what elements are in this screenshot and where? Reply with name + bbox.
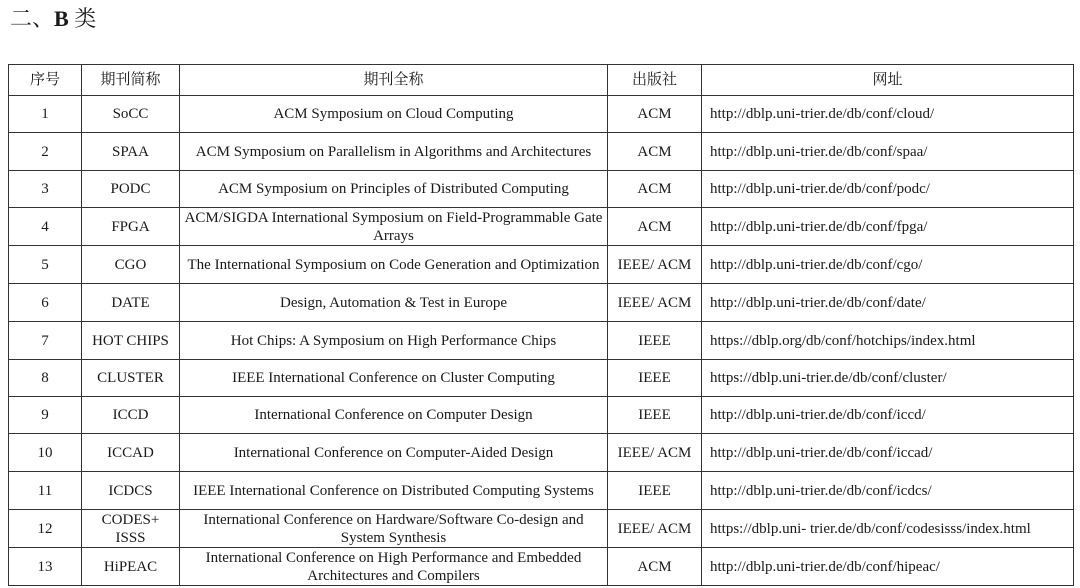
row-number: 12 bbox=[9, 510, 82, 548]
row-abbreviation: FPGA bbox=[82, 208, 180, 246]
row-abbreviation: CLUSTER bbox=[82, 360, 180, 397]
row-publisher: IEEE/ ACM bbox=[608, 434, 702, 472]
row-number: 2 bbox=[9, 133, 82, 171]
row-number: 3 bbox=[9, 171, 82, 208]
row-full-name: ACM Symposium on Cloud Computing bbox=[180, 96, 608, 133]
row-url[interactable]: http://dblp.uni-trier.de/db/conf/spaa/ bbox=[702, 133, 1074, 171]
header-publisher: 出版社 bbox=[608, 65, 702, 96]
row-url[interactable]: http://dblp.uni-trier.de/db/conf/icdcs/ bbox=[702, 472, 1074, 510]
row-full-name: International Conference on Computer Design bbox=[180, 397, 608, 434]
row-number: 4 bbox=[9, 208, 82, 246]
row-url[interactable]: http://dblp.uni-trier.de/db/conf/fpga/ bbox=[702, 208, 1074, 246]
row-full-name: ACM Symposium on Principles of Distributed Computing bbox=[180, 171, 608, 208]
row-number: 5 bbox=[9, 246, 82, 284]
table-row bbox=[9, 284, 1074, 322]
row-publisher: ACM bbox=[608, 171, 702, 208]
row-publisher: IEEE bbox=[608, 397, 702, 434]
table-row bbox=[9, 96, 1074, 133]
table-row bbox=[9, 434, 1074, 472]
table-row bbox=[9, 510, 1074, 548]
row-url[interactable]: http://dblp.uni-trier.de/db/conf/iccd/ bbox=[702, 397, 1074, 434]
row-url[interactable]: https://dblp.org/db/conf/hotchips/index.html bbox=[702, 322, 1074, 360]
row-url[interactable]: http://dblp.uni-trier.de/db/conf/cgo/ bbox=[702, 246, 1074, 284]
table-row bbox=[9, 397, 1074, 434]
row-abbreviation: HOT CHIPS bbox=[82, 322, 180, 360]
row-abbreviation: ICCD bbox=[82, 397, 180, 434]
row-abbreviation: SPAA bbox=[82, 133, 180, 171]
row-full-name: Design, Automation & Test in Europe bbox=[180, 284, 608, 322]
row-url[interactable]: http://dblp.uni-trier.de/db/conf/cloud/ bbox=[702, 96, 1074, 133]
row-publisher: ACM bbox=[608, 548, 702, 586]
row-publisher: IEEE bbox=[608, 360, 702, 397]
row-publisher: ACM bbox=[608, 133, 702, 171]
row-abbreviation: CGO bbox=[82, 246, 180, 284]
row-url[interactable]: https://dblp.uni-trier.de/db/conf/cluster/ bbox=[702, 360, 1074, 397]
row-url[interactable]: http://dblp.uni-trier.de/db/conf/date/ bbox=[702, 284, 1074, 322]
row-publisher: IEEE/ ACM bbox=[608, 246, 702, 284]
row-abbreviation: PODC bbox=[82, 171, 180, 208]
header-number: 序号 bbox=[9, 65, 82, 96]
row-abbreviation: CODES+ ISSS bbox=[82, 510, 180, 548]
row-url[interactable]: http://dblp.uni-trier.de/db/conf/podc/ bbox=[702, 171, 1074, 208]
row-publisher: IEEE/ ACM bbox=[608, 284, 702, 322]
row-publisher: IEEE bbox=[608, 472, 702, 510]
row-number: 8 bbox=[9, 360, 82, 397]
row-full-name: Hot Chips: A Symposium on High Performance Chips bbox=[180, 322, 608, 360]
row-full-name: IEEE International Conference on Cluster Computing bbox=[180, 360, 608, 397]
row-number: 11 bbox=[9, 472, 82, 510]
section-class-suffix: 类 bbox=[68, 6, 97, 31]
venue-table bbox=[8, 64, 1074, 586]
row-abbreviation: ICCAD bbox=[82, 434, 180, 472]
row-full-name: International Conference on High Performance and Embedded Architectures and Compilers bbox=[180, 548, 608, 586]
table-header-row bbox=[9, 65, 1074, 96]
row-publisher: ACM bbox=[608, 208, 702, 246]
header-url: 网址 bbox=[702, 65, 1074, 96]
table-row bbox=[9, 472, 1074, 510]
table-row bbox=[9, 208, 1074, 246]
row-full-name: IEEE International Conference on Distributed Computing Systems bbox=[180, 472, 608, 510]
row-url[interactable]: http://dblp.uni-trier.de/db/conf/iccad/ bbox=[702, 434, 1074, 472]
row-full-name: International Conference on Hardware/Software Co-design and System Synthesis bbox=[180, 510, 608, 548]
row-number: 6 bbox=[9, 284, 82, 322]
table-row bbox=[9, 246, 1074, 284]
row-abbreviation: DATE bbox=[82, 284, 180, 322]
row-abbreviation: SoCC bbox=[82, 96, 180, 133]
header-full-name: 期刊全称 bbox=[180, 65, 608, 96]
row-number: 13 bbox=[9, 548, 82, 586]
row-number: 10 bbox=[9, 434, 82, 472]
row-full-name: ACM/SIGDA International Symposium on Field-Programmable Gate Arrays bbox=[180, 208, 608, 246]
section-class-letter: B bbox=[54, 6, 69, 31]
row-url[interactable]: https://dblp.uni- trier.de/db/conf/codesisss/index.html bbox=[702, 510, 1074, 548]
table-row bbox=[9, 133, 1074, 171]
row-number: 9 bbox=[9, 397, 82, 434]
header-abbreviation: 期刊简称 bbox=[82, 65, 180, 96]
row-number: 7 bbox=[9, 322, 82, 360]
row-publisher: IEEE bbox=[608, 322, 702, 360]
row-full-name: International Conference on Computer-Aided Design bbox=[180, 434, 608, 472]
row-publisher: ACM bbox=[608, 96, 702, 133]
table-row bbox=[9, 322, 1074, 360]
section-number: 二、 bbox=[10, 6, 55, 31]
row-full-name: ACM Symposium on Parallelism in Algorithms and Architectures bbox=[180, 133, 608, 171]
table-row bbox=[9, 360, 1074, 397]
row-publisher: IEEE/ ACM bbox=[608, 510, 702, 548]
table-row bbox=[9, 171, 1074, 208]
row-number: 1 bbox=[9, 96, 82, 133]
row-url[interactable]: http://dblp.uni-trier.de/db/conf/hipeac/ bbox=[702, 548, 1074, 586]
row-full-name: The International Symposium on Code Generation and Optimization bbox=[180, 246, 608, 284]
section-title bbox=[10, 5, 96, 33]
row-abbreviation: ICDCS bbox=[82, 472, 180, 510]
table-row bbox=[9, 548, 1074, 586]
row-abbreviation: HiPEAC bbox=[82, 548, 180, 586]
